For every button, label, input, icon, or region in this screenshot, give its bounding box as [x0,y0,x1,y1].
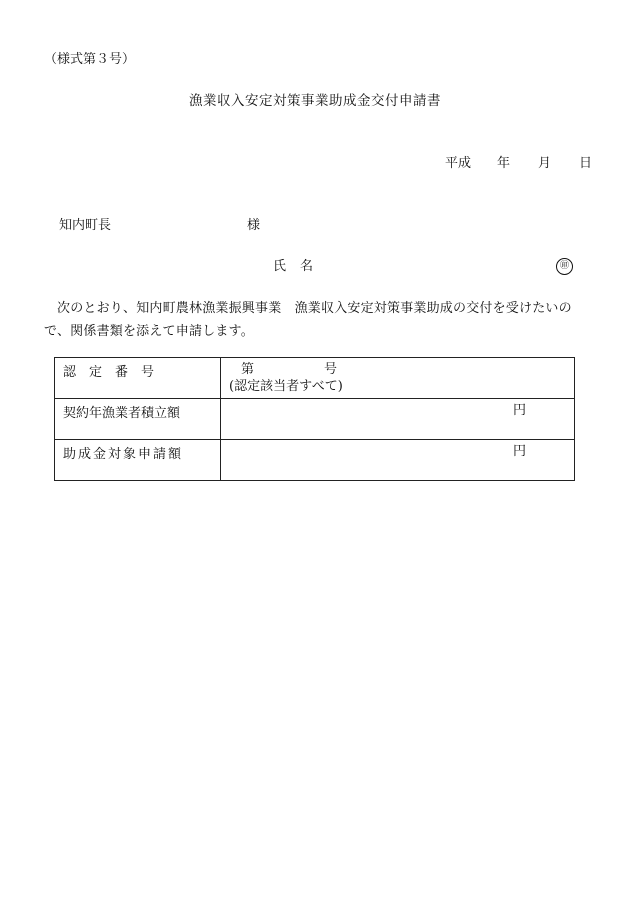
subsidy-amount-value [221,440,575,481]
certification-number-value [221,358,575,399]
table-row [55,440,575,481]
cert-suffix: 号 [324,362,338,377]
date-year: 年 [497,156,511,171]
application-table [54,357,575,481]
addressee: 知内町長 [59,218,112,233]
certification-number-label: 認 定 番 号 [55,358,221,399]
addressee-honorific: 様 [247,218,261,233]
yen-unit: 円 [512,403,526,418]
date-month: 月 [538,156,552,171]
date-era: 平成 [445,156,472,171]
document-title: 漁業収入安定対策事業助成金交付申請書 [189,93,441,109]
table-row [55,358,575,399]
seal-icon: ㊞ [556,258,573,275]
subsidy-amount-label: 助成金対象申請額 [55,440,221,481]
certification-note: (認定該当者すべて) [229,379,343,394]
date-day: 日 [579,156,593,171]
table-row [55,399,575,440]
application-date [0,156,630,176]
contract-year-reserve-value [221,399,575,440]
contract-year-reserve-label: 契約年漁業者積立額 [55,399,221,440]
applicant-name-label: 氏名 [273,259,328,274]
application-statement: 次のとおり、知内町農林漁業振興事業 漁業収入安定対策事業助成の交付を受けたいので、関係書類を添えて申請します。 [44,301,572,339]
yen-unit: 円 [512,444,526,459]
form-number: （様式第３号） [44,52,136,67]
cert-prefix: 第 [241,362,255,377]
